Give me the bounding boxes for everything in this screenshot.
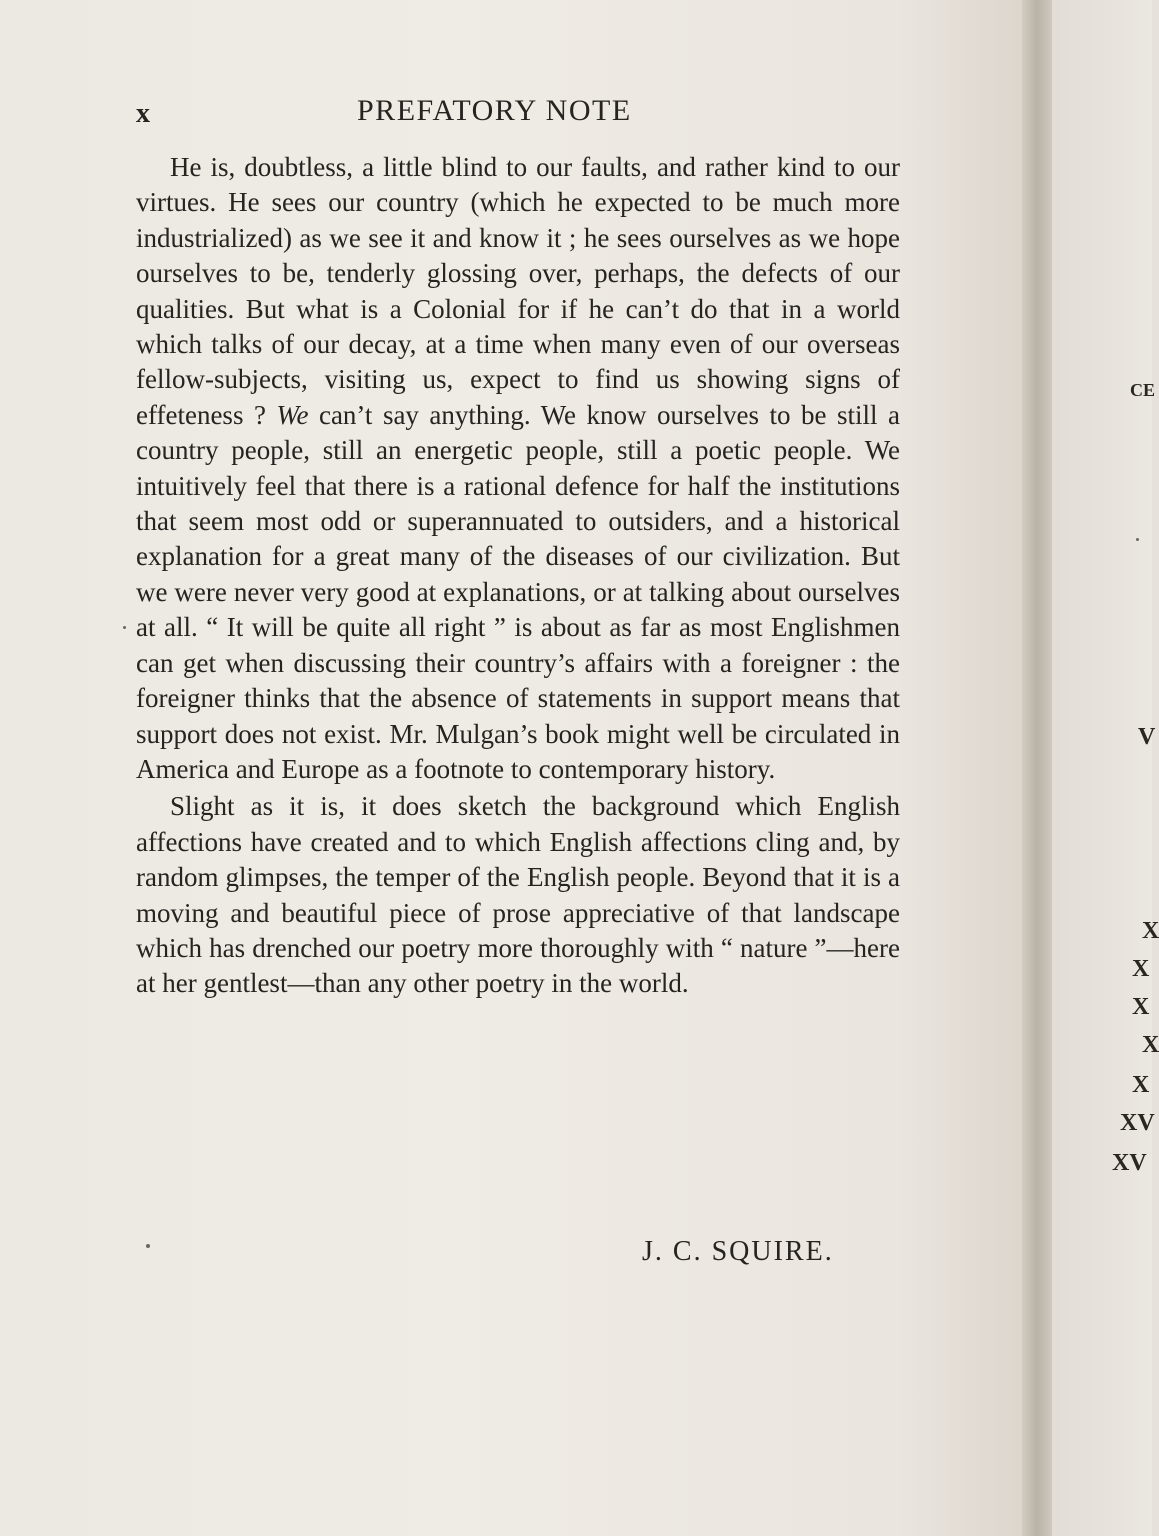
page-header [132, 94, 892, 134]
body-text [136, 150, 900, 1002]
facing-page-mark: XV [1112, 1150, 1147, 1176]
paper-speck [1136, 538, 1139, 541]
page-number: x [136, 98, 150, 129]
facing-page [1052, 0, 1159, 1536]
facing-page-mark: X [1132, 956, 1150, 982]
facing-page-mark: XV [1120, 1110, 1155, 1136]
paragraph-1-emphasis: We [276, 399, 309, 430]
paper-speck [123, 626, 126, 629]
facing-page-mark: X [1142, 1032, 1159, 1058]
paragraph-2: Slight as it is, it does sketch the background which English affections have created and to which English affections cling and, by random glimpses, the temper of the English people. Beyond that it is a moving and beautiful piece of prose appreciative of that landscape which has drenched our poetry more thoroughly with “ nature ”—here at her gentlest—than any other poetry in the world. [136, 791, 900, 999]
signature: J. C. SQUIRE. [642, 1236, 834, 1267]
facing-page-mark: X [1132, 994, 1150, 1020]
paper-speck [146, 1244, 150, 1248]
facing-page-mark: CE [1130, 380, 1156, 400]
facing-page-mark: X [1142, 918, 1159, 944]
book-gutter [1022, 0, 1052, 1536]
paragraph-1-text-start: He is, doubtless, a little blind to our faults, and rather kind to our virtues. He sees our country (which he expected to be much more industrialized) as we see it and know it ; he sees ourselves as we hope ourselves to be, tenderly glossing over, perhaps, the defects of our qualities. But what is a Colonial for if he can’t do that in a world which talks of our decay, at a time when many even of our overseas fellow-subjects, visiting us, expect to find us showing signs of effeteness ? [136, 152, 900, 430]
paragraph-1-text-end: can’t say anything. We know ourselves to be still a country people, still an energetic people, still a poetic people. We intuitively feel that there is a rational defence for half the institutions that seem most odd or superannuated to outsiders, and a historical explanation for a great many of the diseases of our civilization. But we were never very good at explanations, or at talking about ourselves at all. “ It will be quite all right ” is about as far as most Englishmen can get when discussing their country’s affairs with a foreigner : the foreigner thinks that the absence of statements in support means that support does not exist. Mr. Mulgan’s book might well be circulated in America and Europe as a footnote to contemporary history. [136, 399, 900, 784]
facing-page-mark: X [1132, 1072, 1150, 1098]
running-head: PREFATORY NOTE [357, 94, 632, 127]
paragraph-1 [136, 150, 900, 787]
facing-page-mark: V [1138, 724, 1156, 750]
